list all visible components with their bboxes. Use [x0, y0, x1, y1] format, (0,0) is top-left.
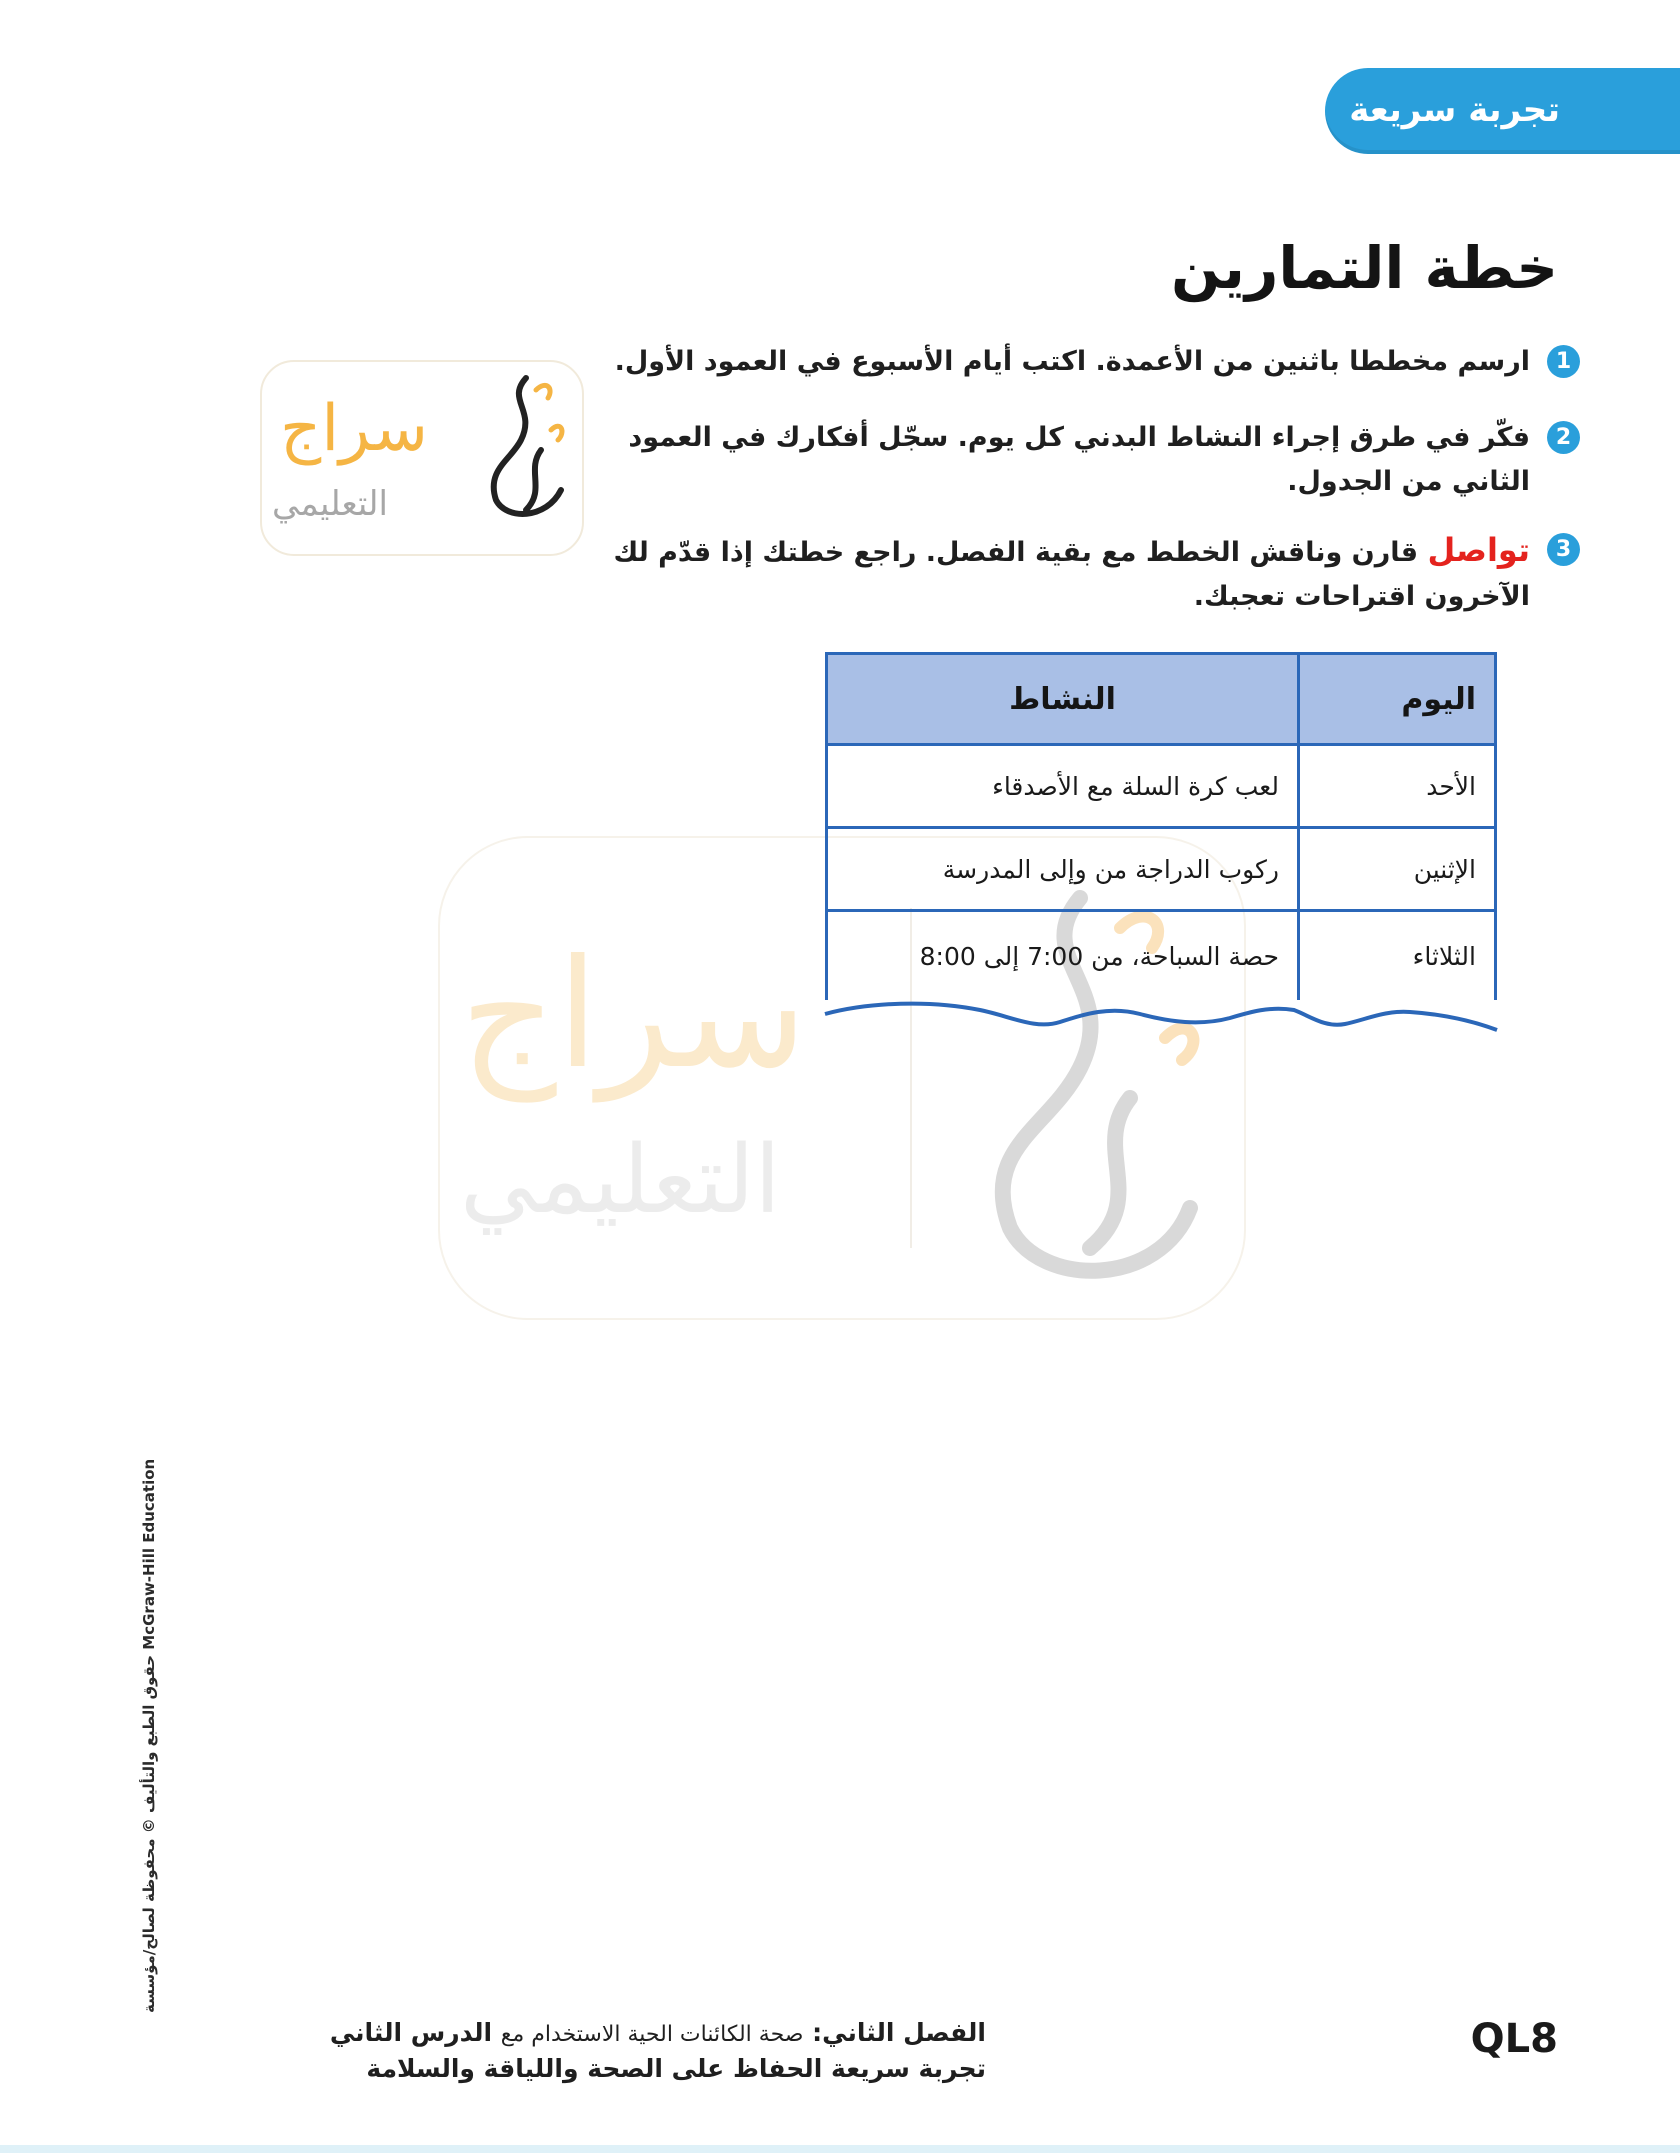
header-activity: النشاط [827, 654, 1299, 745]
section-tab [1325, 68, 1680, 154]
step-3-line-2: الآخرون اقتراحات تعجبك. [1193, 581, 1530, 612]
footer-lesson-label: الدرس الثاني [329, 2018, 493, 2047]
copyright-note [140, 1459, 158, 2013]
watermark-calligraphy-icon [466, 370, 576, 540]
page-number: QL8 [1470, 2016, 1558, 2062]
footer-activity-label: تجربة سريعة [830, 2054, 986, 2083]
copyright-publisher: McGraw-Hill Education [140, 1458, 158, 1650]
watermark-small-line-1: سراج [280, 392, 429, 466]
footer-topic-text: الحفاظ على الصحة واللياقة والسلامة [366, 2054, 823, 2083]
header-day: اليوم [1299, 654, 1496, 745]
step-1-text: ارسم مخططا باثنين من الأعمدة. اكتب أيام الأسبوع في العمود الأول. [614, 346, 1530, 377]
watermark-large-line-2: التعليمي [460, 1126, 781, 1235]
step-2-line-2: الثاني من الجدول. [1287, 466, 1530, 497]
step-number-3: 3 [1547, 533, 1580, 566]
cell-activity: حصة السباحة، من 7:00 إلى 8:00 [827, 911, 1299, 1001]
table-row [827, 828, 1496, 911]
watermark-small-line-2: التعليمي [272, 484, 388, 524]
table-torn-edge [0, 996, 1680, 1056]
table-header-row [827, 654, 1496, 745]
table-row [827, 911, 1496, 1001]
table-row [827, 745, 1496, 828]
exercise-plan-table [825, 652, 1497, 1044]
copyright-arabic: حقوق الطبع والتأليف © محفوظة لصالح/مؤسسة [140, 1654, 158, 2013]
footer-chapter-text: صحة الكائنات الحية الاستخدام مع [500, 2022, 804, 2047]
bottom-divider [0, 2145, 1680, 2153]
step-2-line-1: فكّر في طرق إجراء النشاط البدني كل يوم. سجّل أفكارك في العمود [628, 422, 1530, 453]
cell-day: الثلاثاء [1299, 911, 1496, 1001]
step-3-line-1: قارن وناقش الخطط مع بقية الفصل. راجع خطتك إذا قدّم لك [613, 537, 1419, 568]
step-3 [530, 528, 1572, 619]
watermark-logo-small [260, 360, 584, 556]
footer-chapter-info [186, 2016, 986, 2086]
step-number-1: 1 [1547, 345, 1580, 378]
watermark-large-line-1: سراج [460, 928, 807, 1102]
page-title: خطة التمارين [1170, 234, 1558, 302]
footer-chapter-label: الفصل الثاني: [812, 2018, 986, 2047]
cell-day: الأحد [1299, 745, 1496, 828]
cell-activity: لعب كرة السلة مع الأصدقاء [827, 745, 1299, 828]
cell-activity: ركوب الدراجة من وإلى المدرسة [827, 828, 1299, 911]
step-number-2: 2 [1547, 421, 1580, 454]
step-3-keyword: تواصل [1427, 531, 1530, 569]
plan-table [825, 652, 1497, 1000]
section-tab-label: تجربة سريعة [1349, 90, 1560, 130]
cell-day: الإثنين [1299, 828, 1496, 911]
step-2 [530, 416, 1572, 504]
